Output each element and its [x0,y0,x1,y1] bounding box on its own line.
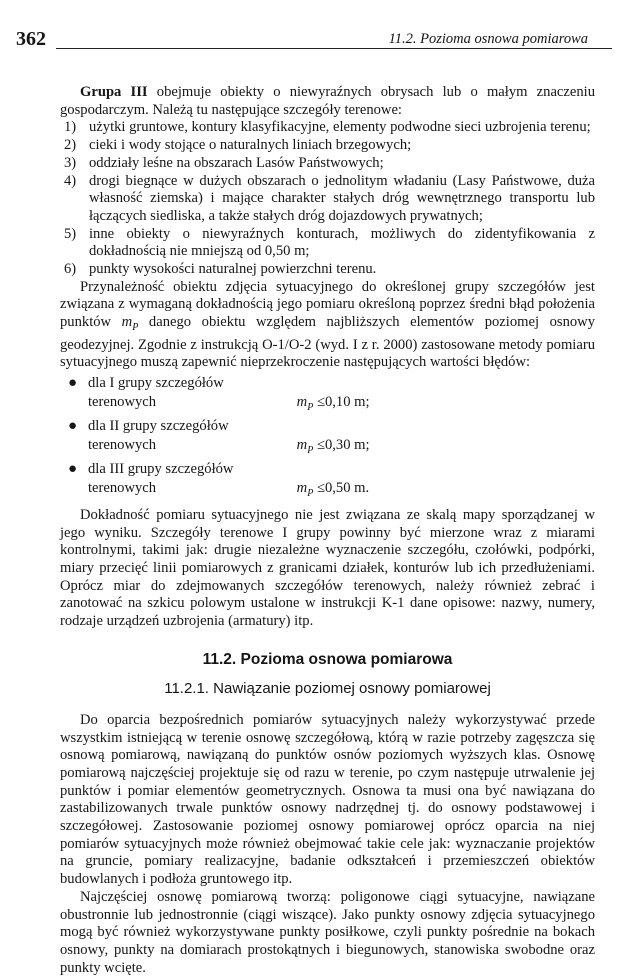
mp-symbol [296,394,314,414]
group3-intro-text: obejmuje obiekty o niewyraźnych obrysach lub o małym znaczeniu gospodarczym. Należą tu następujące szczegóły terenowe: [60,84,595,118]
mp-letter: m [296,394,308,411]
list-item-number: 3) [64,154,77,171]
bullet-text: dla II grupy szczegółów terenowych [88,418,229,454]
list-item-number: 4) [64,172,77,189]
list-item [60,417,595,460]
running-title: 11.2. Pozioma osnowa pomiarowa [388,31,588,47]
mp-letter: m [121,314,133,331]
list-item-number: 6) [64,261,77,278]
mp-symbol [121,314,139,334]
list-item [60,173,595,226]
list-item-number: 1) [64,119,77,136]
list-item [60,119,595,137]
basis-paragraph: Do oparcia bezpośrednich pomiarów sytuacyjnych należy wykorzystywać przede wszystkim istniejącą w terenie osnowę szczegółową, którą w razie potrzeby zagęszcza się osnową pomiarową, nawiązaną do punktów osnów poziomych wyższych klas. Osnowę pomiarową najczęściej projektuje się od razu w terenie, po czym następuje utrwalenie jej punktów i pomiar elementów geometrycznych. Osnowa ta musi ona być nawiązana do zastabilizowanych trwale punktów osnowy nadrzędnej tj. do osnowy podstawowej i szczegółowej. Zastosowanie poziomej osnowy pomiarowej oprócz oparcia na niej pomiarów sytuacyjnych może również obejmować takie cele jak: wyznaczanie projektów na gruncie, pomiary realizacyjne, badanie odkształceń i przemieszczeń obiektów budowlanych i podłoża gruntowego itp. [60,711,595,888]
bullet-value: ≤0,10 m; [313,394,370,411]
list-item-text: cieki i wody stojące o naturalnych liniach brzegowych; [89,137,412,154]
mp-subscript: P [307,487,314,499]
subsection-heading: 11.2.1. Nawiązanie poziomej osnowy pomiarowej [164,679,491,697]
list-item-text: inne obiekty o niewyraźnych konturach, możliwych do zidentyfikowania z dokładnością nie mniejszą od 0,50 m; [89,225,595,260]
bullet-icon: ● [68,375,78,392]
mp-symbol [296,437,314,456]
bullet-icon: ● [68,460,78,477]
mp-subscript: P [307,444,314,456]
bullet-icon: ● [68,418,78,435]
list-item-text: punkty wysokości naturalnej powierzchni terenu. [89,261,377,278]
mp-letter: m [296,437,308,454]
types-paragraph: Najczęściej osnowę pomiarową tworzą: poligonowe ciągi sytuacyjne, nawiązane obustronnie lub jednostronnie (ciągi wiszące). Jako punkty osnowy zdjęcia sytuacyjnego mogą być również wykorzystywane punkty posiłkowe, czyli punkty pośrednie na bokach osnowy, punkty na domiarach prostokątnych i biegunowych, stanowiska swobodne oraz punkty wcięte. [60,888,595,976]
mp-symbol [296,479,314,499]
mp-subscript: P [307,402,314,414]
list-item [60,226,595,261]
list-item [60,137,595,155]
bullet-value: ≤0,50 m. [313,479,370,496]
list-item [60,460,595,503]
accuracy-text-2: danego obiektu względem najbliższych elementów poziomej osnowy geodezyjnej. Zgodnie z instrukcją O-1/O-2 (wyd. I z r. 2000) zastosowane metody pomiaru sytuacyjnego muszą zapewnić nieprzekroczenie następujących wartości błędów: [60,314,595,371]
header-rule [56,48,612,49]
group3-list [60,119,595,278]
group3-lead: Grupa III [80,84,148,100]
mp-letter: m [296,479,308,496]
page-body [60,84,595,977]
bullet-text: dla III grupy szczegółów terenowych [88,460,234,496]
bullet-text: dla I grupy szczegółów terenowych [88,375,224,411]
bullet-value: ≤0,30 m; [313,437,370,454]
page-number: 362 [16,28,46,50]
mp-subscript: P [132,322,139,334]
error-limits-list [60,374,595,503]
page-header [16,26,612,52]
scale-paragraph: Dokładność pomiaru sytuacyjnego nie jest związana ze skalą mapy sporządzanej w jego wyniku. Szczegóły terenowe I grupy powinny być mierzone wraz z miarami kontrolnymi, takimi jak: drugie niezależne wyznaczenie szczegółu, czołówki, podpórki, miary przecięć linii pomiarowych z granicami działek, konturów lub ich przedłużeniami. Oprócz miar do zdejmowanych szczegółów terenowych, należy również zebrać i zanotować na szkicu polowym ustalone w instrukcji K-1 dane opisowe: nazwy, numery, rodzaje urządzeń uzbrojenia (armatury) itp. [60,506,595,630]
list-item [60,374,595,417]
group3-intro [60,84,595,119]
list-item-number: 5) [64,225,77,242]
accuracy-paragraph [60,279,595,372]
list-item [60,155,595,173]
list-item-number: 2) [64,137,77,154]
list-item [60,261,595,279]
list-item-text: drogi biegnące w dużych obszarach o jednolitym władaniu (Lasy Państwowe, duża własność ziemska) i mające charakter stałych dróg wewnętrznego transportu lub łączących siedliska, a także stałych dróg dojazdowych prywatnych; [89,172,595,224]
section-heading: 11.2. Pozioma osnowa pomiarowa [202,650,453,668]
accuracy-text-1: Przynależność obiektu zdjęcia sytuacyjnego do określonej grupy szczegółów jest związana z wymaganą dokładnością jego pomiaru określoną poprzez średni błąd położenia punktów [60,278,595,331]
list-item-text: użytki gruntowe, kontury klasyfikacyjne, elementy podwodne sieci uzbrojenia terenu; [89,119,591,136]
list-item-text: oddziały leśne na obszarach Lasów Państwowych; [89,154,384,171]
